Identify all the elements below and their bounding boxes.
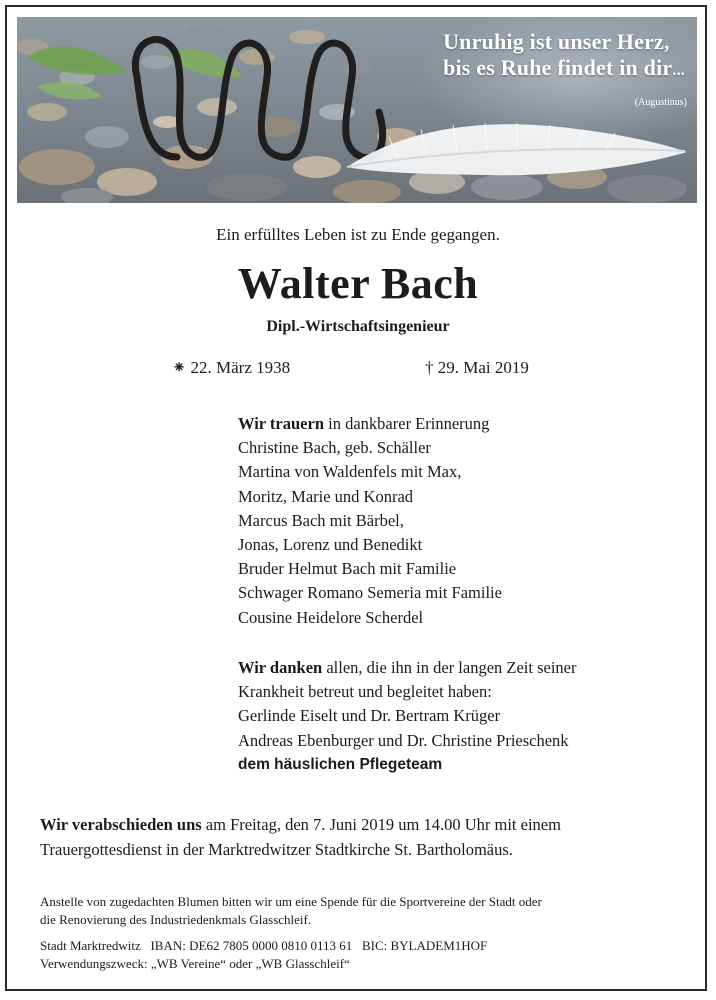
quote-author: (Augustinus) <box>634 97 687 108</box>
thanks-lead <box>238 656 577 680</box>
bank-details <box>40 937 487 972</box>
farewell-lead-rest: am Freitag, den 7. Juni 2019 um 14.00 Uhr mit einem <box>201 815 561 834</box>
mourners-lead-rest: in dankbarer Erinnerung <box>324 414 490 433</box>
mourners-block <box>238 412 502 630</box>
death-date-line <box>425 358 529 378</box>
thanks-block <box>238 656 577 777</box>
donation-note <box>40 893 542 928</box>
birth-star-icon: ⁕ <box>172 358 187 377</box>
thanks-line: Andreas Ebenburger und Dr. Christine Prieschenk <box>238 730 569 750</box>
mourner-name: Jonas, Lorenz und Benedikt <box>238 535 423 555</box>
farewell-line: Trauergottesdienst in der Marktredwitzer Stadtkirche St. Bartholomäus. <box>40 840 513 859</box>
mourner-name: Schwager Romano Semeria mit Familie <box>238 583 502 603</box>
quote-line-2-text: bis es Ruhe findet in dir <box>443 55 673 80</box>
mourner-name: Moritz, Marie und Konrad <box>238 486 414 506</box>
deceased-name: Walter Bach <box>237 259 479 308</box>
quote-ellipsis: ... <box>672 62 685 79</box>
quote-block <box>443 29 685 84</box>
deceased-title: Dipl.-Wirtschaftsingenieur <box>266 318 450 335</box>
bank-account-line: Stadt Marktredwitz IBAN: DE62 7805 0000 0810 0113 61 BIC: BYLADEM1HOF <box>40 938 488 953</box>
death-cross-icon: † <box>425 358 434 377</box>
quote-line-1: Unruhig ist unser Herz, <box>443 29 670 54</box>
thanks-line: Gerlinde Eiselt und Dr. Bertram Krüger <box>238 706 501 726</box>
quote-line-2 <box>443 55 685 84</box>
thanks-line: Krankheit betreut und begleitet haben: <box>238 682 492 702</box>
thanks-lead-bold: Wir danken <box>238 658 323 677</box>
farewell-block <box>40 812 561 862</box>
mourner-name: Martina von Waldenfels mit Max, <box>238 462 462 482</box>
thanks-care-team: dem häuslichen Pflegeteam <box>238 755 443 773</box>
farewell-lead <box>40 812 561 837</box>
donation-line: Anstelle von zugedachten Blumen bitten wir um eine Spende für die Sportvereine der Stadt oder <box>40 894 542 909</box>
mourners-lead-bold: Wir trauern <box>238 414 325 433</box>
farewell-lead-bold: Wir verabschieden uns <box>40 815 202 834</box>
thanks-lead-rest: allen, die ihn in der langen Zeit seiner <box>322 658 577 677</box>
mourners-lead <box>238 412 502 436</box>
birth-date: 22. März 1938 <box>190 358 291 377</box>
bank-reference-line: Verwendungszweck: „WB Vereine“ oder „WB Glasschleif“ <box>40 955 350 971</box>
intro-line: Ein erfülltes Leben ist zu Ende gegangen. <box>216 225 500 244</box>
birth-date-line <box>172 358 290 378</box>
donation-line: die Renovierung des Industriedenkmals Glasschleif. <box>40 911 312 927</box>
header-photo <box>17 17 697 203</box>
mourner-name: Cousine Heidelore Scherdel <box>238 607 424 627</box>
mourner-name: Marcus Bach mit Bärbel, <box>238 510 404 530</box>
death-date: 29. Mai 2019 <box>437 358 529 377</box>
mourner-name: Christine Bach, geb. Schäller <box>238 438 431 458</box>
mourner-name: Bruder Helmut Bach mit Familie <box>238 559 457 579</box>
